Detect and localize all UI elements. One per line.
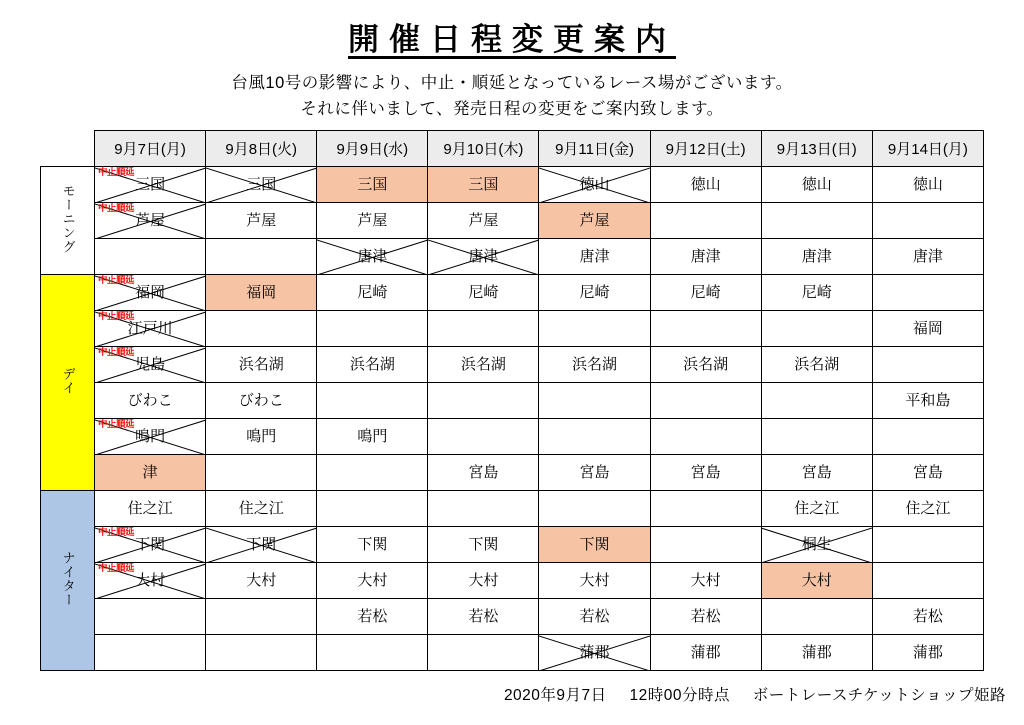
schedule-cell <box>650 239 761 275</box>
cancelled-stamp: 中止順延 <box>98 419 135 431</box>
schedule-cell <box>539 455 650 491</box>
venue-name: 徳山 <box>690 176 721 194</box>
schedule-cell <box>650 311 761 347</box>
column-header-5: 9月11日(金) <box>539 131 650 167</box>
schedule-cell <box>95 167 206 203</box>
schedule-cell <box>428 311 539 347</box>
table-row <box>41 167 984 203</box>
schedule-cell <box>872 239 983 275</box>
schedule-cell <box>872 383 983 419</box>
schedule-cell <box>872 527 983 563</box>
schedule-cell <box>95 527 206 563</box>
schedule-cell <box>650 383 761 419</box>
schedule-cell <box>650 419 761 455</box>
schedule-cell <box>650 167 761 203</box>
venue-name: 住之江 <box>238 500 284 518</box>
venue-name: 尼崎 <box>357 284 388 302</box>
table-row <box>41 527 984 563</box>
schedule-cell <box>539 311 650 347</box>
schedule-cell <box>206 275 317 311</box>
venue-name: 蒲郡 <box>801 644 832 662</box>
venue-name: 福岡 <box>135 284 166 302</box>
schedule-cell <box>761 419 872 455</box>
schedule-cell <box>428 383 539 419</box>
schedule-cell <box>539 563 650 599</box>
venue-name: 若松 <box>468 608 499 626</box>
schedule-cell <box>650 455 761 491</box>
venue-name: 浜名湖 <box>460 356 506 374</box>
schedule-cell <box>95 383 206 419</box>
column-header-7: 9月13日(日) <box>761 131 872 167</box>
schedule-cell <box>428 455 539 491</box>
venue-name: 芦屋 <box>579 212 610 230</box>
schedule-cell <box>428 203 539 239</box>
column-header-3: 9月9日(水) <box>317 131 428 167</box>
cancelled-stamp: 中止順延 <box>98 167 135 179</box>
venue-name: びわこ <box>238 392 284 410</box>
schedule-cell <box>428 239 539 275</box>
venue-name: 下関 <box>579 536 610 554</box>
venue-name: 大村 <box>246 572 277 590</box>
footer-shop: ボートレースチケットショップ姫路 <box>752 687 1006 705</box>
table-row <box>41 347 984 383</box>
venue-name: 蒲郡 <box>579 644 610 662</box>
schedule-cell <box>872 599 983 635</box>
schedule-cell <box>872 167 983 203</box>
schedule-cell <box>206 635 317 671</box>
schedule-cell <box>761 167 872 203</box>
venue-name: 住之江 <box>794 500 840 518</box>
schedule-cell <box>539 203 650 239</box>
schedule-cell <box>650 347 761 383</box>
schedule-cell <box>539 275 650 311</box>
schedule-cell <box>761 347 872 383</box>
schedule-cell <box>872 347 983 383</box>
schedule-cell <box>317 599 428 635</box>
schedule-cell <box>206 419 317 455</box>
table-row <box>41 419 984 455</box>
schedule-cell <box>95 347 206 383</box>
schedule-cell <box>650 527 761 563</box>
venue-name: 宮島 <box>801 464 832 482</box>
schedule-cell <box>539 527 650 563</box>
schedule-cell <box>650 599 761 635</box>
schedule-cell <box>206 311 317 347</box>
schedule-cell <box>539 599 650 635</box>
venue-name: 浜名湖 <box>794 356 840 374</box>
venue-name: 尼崎 <box>579 284 610 302</box>
venue-name: びわこ <box>127 392 173 410</box>
schedule-cell <box>761 635 872 671</box>
schedule-cell <box>428 527 539 563</box>
schedule-cell <box>539 635 650 671</box>
footer-date: 2020年9月7日 <box>503 687 607 705</box>
venue-name: 尼崎 <box>468 284 499 302</box>
schedule-cell <box>872 635 983 671</box>
schedule-cell <box>95 275 206 311</box>
venue-name: 唐津 <box>468 248 499 266</box>
schedule-cell <box>428 419 539 455</box>
schedule-cell <box>428 599 539 635</box>
cancelled-stamp: 中止順延 <box>98 563 135 575</box>
table-row <box>41 275 984 311</box>
schedule-cell <box>317 527 428 563</box>
schedule-cell <box>872 563 983 599</box>
subtitle-line-2: それに伴いまして、発売日程の変更をご案内致します。 <box>300 99 724 118</box>
column-header-4: 9月10日(木) <box>428 131 539 167</box>
schedule-cell <box>428 563 539 599</box>
venue-name: 大村 <box>801 572 832 590</box>
group-label-text: モーニング <box>60 183 76 254</box>
page-subtitle <box>0 71 1024 122</box>
schedule-cell <box>539 383 650 419</box>
venue-name: 芦屋 <box>468 212 499 230</box>
table-row <box>41 599 984 635</box>
table-row <box>41 203 984 239</box>
column-header-8: 9月14日(月) <box>872 131 983 167</box>
cancelled-stamp: 中止順延 <box>98 347 135 359</box>
table-row <box>41 239 984 275</box>
venue-name: 鳴門 <box>135 428 166 446</box>
venue-name: 浜名湖 <box>349 356 395 374</box>
venue-name: 鳴門 <box>357 428 388 446</box>
venue-name: 下関 <box>135 536 166 554</box>
venue-name: 宮島 <box>468 464 499 482</box>
venue-name: 唐津 <box>579 248 610 266</box>
table-row <box>41 311 984 347</box>
venue-name: 江戸川 <box>127 320 173 338</box>
schedule-cell <box>761 491 872 527</box>
schedule-cell <box>650 275 761 311</box>
venue-name: 蒲郡 <box>690 644 721 662</box>
table-header <box>41 131 984 167</box>
venue-name: 浜名湖 <box>572 356 618 374</box>
schedule-cell <box>872 491 983 527</box>
column-header-6: 9月12日(土) <box>650 131 761 167</box>
schedule-cell <box>206 347 317 383</box>
schedule-cell <box>539 239 650 275</box>
schedule-cell <box>761 383 872 419</box>
table-row <box>41 383 984 419</box>
schedule-cell <box>650 563 761 599</box>
schedule-cell <box>95 491 206 527</box>
venue-name: 若松 <box>579 608 610 626</box>
venue-name: 芦屋 <box>357 212 388 230</box>
schedule-cell <box>95 563 206 599</box>
schedule-cell <box>539 491 650 527</box>
cancelled-stamp: 中止順延 <box>98 275 135 287</box>
schedule-cell <box>872 455 983 491</box>
schedule-cell <box>317 311 428 347</box>
venue-name: 福岡 <box>246 284 277 302</box>
column-header-1: 9月7日(月) <box>95 131 206 167</box>
venue-name: 芦屋 <box>246 212 277 230</box>
schedule-cell <box>650 203 761 239</box>
venue-name: 大村 <box>135 572 166 590</box>
venue-name: 桐生 <box>801 536 832 554</box>
venue-name: 三国 <box>246 176 277 194</box>
schedule-cell <box>206 563 317 599</box>
venue-name: 平和島 <box>905 392 951 410</box>
schedule-cell <box>317 383 428 419</box>
schedule-cell <box>872 419 983 455</box>
venue-name: 下関 <box>357 536 388 554</box>
schedule-cell <box>317 563 428 599</box>
schedule-cell <box>317 491 428 527</box>
schedule-cell <box>95 635 206 671</box>
group-label-text: デイ <box>60 366 76 395</box>
group-label-2 <box>41 275 95 491</box>
schedule-cell <box>206 599 317 635</box>
schedule-cell <box>761 527 872 563</box>
venue-name: 宮島 <box>579 464 610 482</box>
venue-name: 若松 <box>357 608 388 626</box>
schedule-cell <box>317 203 428 239</box>
table-row <box>41 563 984 599</box>
venue-name: 大村 <box>357 572 388 590</box>
venue-name: 大村 <box>579 572 610 590</box>
venue-name: 唐津 <box>801 248 832 266</box>
cancelled-stamp: 中止順延 <box>98 203 135 215</box>
cancelled-stamp: 中止順延 <box>98 311 135 323</box>
schedule-cell <box>428 347 539 383</box>
schedule-cell <box>206 491 317 527</box>
venue-name: 福岡 <box>912 320 943 338</box>
venue-name: 三国 <box>135 176 166 194</box>
venue-name: 宮島 <box>690 464 721 482</box>
table-row <box>41 491 984 527</box>
schedule-cell <box>95 239 206 275</box>
schedule-cell <box>428 167 539 203</box>
column-header-2: 9月8日(火) <box>206 131 317 167</box>
schedule-cell <box>428 635 539 671</box>
schedule-cell <box>206 455 317 491</box>
schedule-cell <box>95 419 206 455</box>
schedule-cell <box>761 239 872 275</box>
venue-name: 児島 <box>135 356 166 374</box>
venue-name: 住之江 <box>905 500 951 518</box>
venue-name: 鳴門 <box>246 428 277 446</box>
venue-name: 三国 <box>468 176 499 194</box>
venue-name: 住之江 <box>127 500 173 518</box>
schedule-cell <box>761 455 872 491</box>
schedule-cell <box>539 167 650 203</box>
page-title: 開催日程変更案内 <box>348 22 676 57</box>
table-corner-cell <box>41 131 95 167</box>
schedule-cell <box>206 527 317 563</box>
schedule-cell <box>761 563 872 599</box>
schedule-cell <box>95 599 206 635</box>
footer-note <box>0 683 1024 705</box>
schedule-table <box>40 130 984 671</box>
schedule-cell <box>872 311 983 347</box>
venue-name: 浜名湖 <box>683 356 729 374</box>
schedule-cell <box>761 311 872 347</box>
venue-name: 尼崎 <box>690 284 721 302</box>
venue-name: 宮島 <box>912 464 943 482</box>
schedule-cell <box>539 419 650 455</box>
subtitle-line-1: 台風10号の影響により、中止・順延となっているレース場がございます。 <box>231 74 793 92</box>
venue-name: 大村 <box>690 572 721 590</box>
schedule-cell <box>317 275 428 311</box>
table-row <box>41 455 984 491</box>
venue-name: 徳山 <box>801 176 832 194</box>
venue-name: 尼崎 <box>801 284 832 302</box>
schedule-cell <box>539 347 650 383</box>
table-header-row <box>41 131 984 167</box>
venue-name: 若松 <box>912 608 943 626</box>
schedule-cell <box>761 275 872 311</box>
venue-name: 下関 <box>246 536 277 554</box>
venue-name: 津 <box>142 464 158 482</box>
schedule-cell <box>206 383 317 419</box>
schedule-cell <box>95 311 206 347</box>
schedule-cell <box>206 167 317 203</box>
venue-name: 若松 <box>690 608 721 626</box>
venue-name: 蒲郡 <box>912 644 943 662</box>
cancelled-stamp: 中止順延 <box>98 527 135 539</box>
venue-name: 大村 <box>468 572 499 590</box>
venue-name: 徳山 <box>912 176 943 194</box>
schedule-cell <box>317 239 428 275</box>
footer-time: 12時00分時点 <box>629 687 730 705</box>
schedule-cell <box>317 347 428 383</box>
group-label-1 <box>41 167 95 275</box>
table-body <box>41 167 984 671</box>
schedule-cell <box>317 635 428 671</box>
venue-name: 三国 <box>357 176 388 194</box>
venue-name: 唐津 <box>690 248 721 266</box>
schedule-cell <box>761 599 872 635</box>
venue-name: 下関 <box>468 536 499 554</box>
schedule-cell <box>317 455 428 491</box>
schedule-cell <box>761 203 872 239</box>
schedule-cell <box>317 167 428 203</box>
venue-name: 徳山 <box>579 176 610 194</box>
schedule-cell <box>95 455 206 491</box>
schedule-cell <box>428 275 539 311</box>
schedule-cell <box>650 491 761 527</box>
group-label-text: ナイター <box>60 550 76 607</box>
group-label-3 <box>41 491 95 671</box>
schedule-cell <box>206 203 317 239</box>
schedule-cell <box>872 203 983 239</box>
schedule-cell <box>317 419 428 455</box>
venue-name: 唐津 <box>357 248 388 266</box>
schedule-cell <box>428 491 539 527</box>
schedule-cell <box>650 635 761 671</box>
schedule-cell <box>95 203 206 239</box>
venue-name: 浜名湖 <box>238 356 284 374</box>
schedule-cell <box>206 239 317 275</box>
venue-name: 唐津 <box>912 248 943 266</box>
table-row <box>41 635 984 671</box>
schedule-cell <box>872 275 983 311</box>
venue-name: 芦屋 <box>135 212 166 230</box>
